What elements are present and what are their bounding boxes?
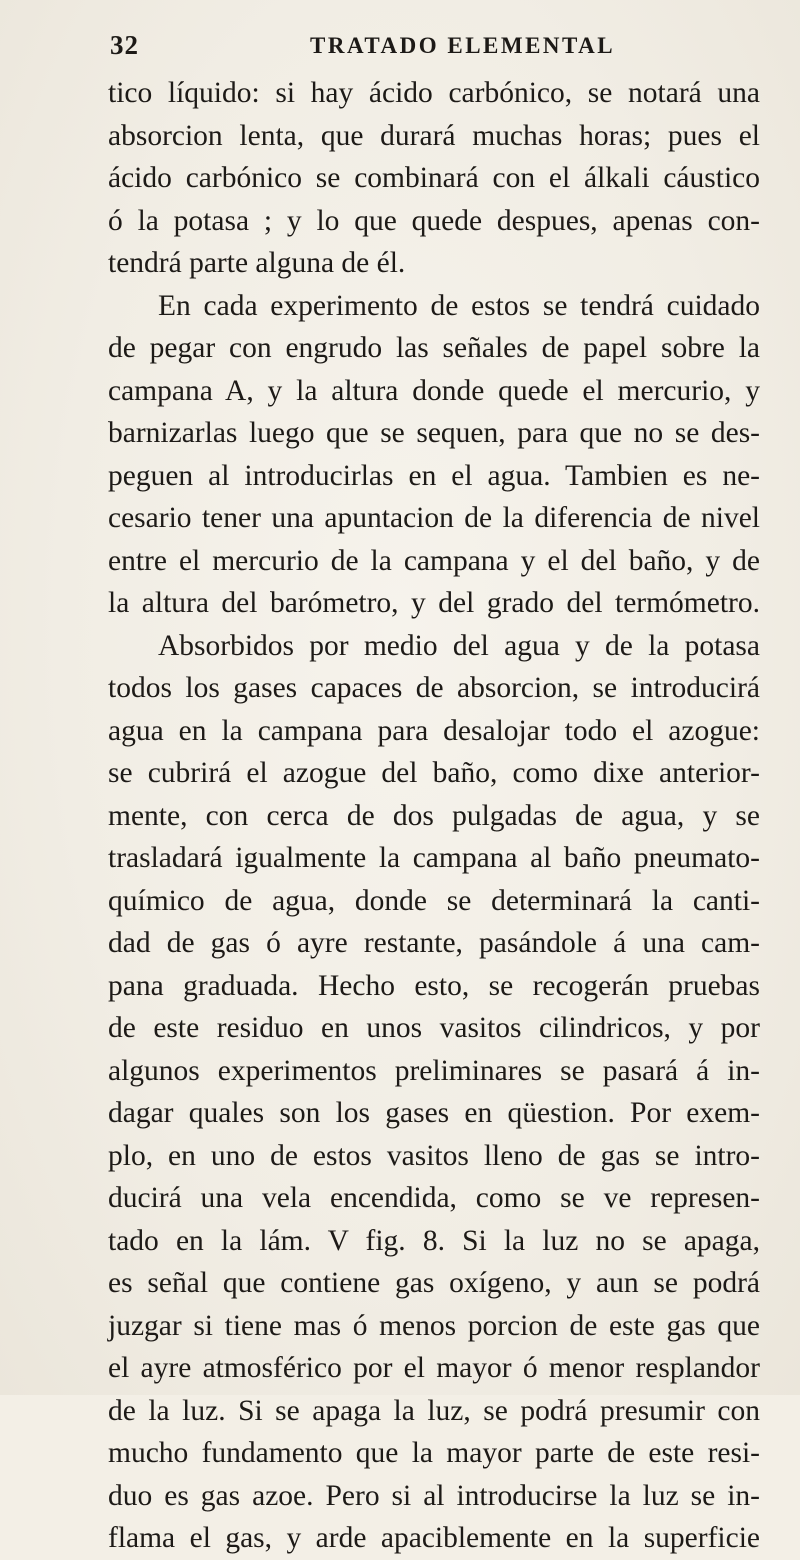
text-line: el ayre atmosférico por el mayor ó menor resplandor [108, 1352, 760, 1384]
text-line: duo es gas azoe. Pero si al introducirse la luz se in- [108, 1479, 760, 1512]
text-line: todos los gases capaces de absorcion, se introducirá [108, 672, 760, 704]
text-line: campana A, y la altura donde quede el mercurio, y [108, 374, 760, 407]
text-line: de este residuo en unos vasitos cilindricos, y por [108, 1012, 760, 1044]
text-line: algunos experimentos preliminares se pasará á in- [108, 1054, 760, 1087]
body-text [108, 72, 760, 1560]
text-line: ducirá una vela encendida, como se ve represen- [108, 1182, 760, 1214]
text-line: dagar quales son los gases en qüestion. Por exem- [108, 1097, 760, 1129]
text-line: mucho fundamento que la mayor parte de este resi- [108, 1437, 760, 1469]
text-line: ácido carbónico se combinará con el álkali cáustico [108, 162, 760, 194]
text-line: absorcion lenta, que durará muchas horas; pues el [108, 119, 760, 152]
text-line: peguen al introducirlas en el agua. Tambien es ne- [108, 459, 760, 492]
text-line: pana graduada. Hecho esto, se recogerán pruebas [108, 969, 760, 1002]
text-line: de la luz. Si se apaga la luz, se podrá presumir con [108, 1394, 760, 1427]
text-line: juzgar si tiene mas ó menos porcion de este gas que [108, 1309, 760, 1342]
text-line: se cubrirá el azogue del baño, como dixe anterior- [108, 757, 760, 789]
text-line: es señal que contiene gas oxígeno, y aun se podrá [108, 1267, 760, 1299]
text-line: plo, en uno de estos vasitos lleno de gas se intro- [108, 1139, 760, 1172]
text-line: ó la potasa ; y lo que quede despues, apenas con- [108, 204, 760, 237]
text-line: En cada experimento de estos se tendrá cuidado [158, 289, 760, 322]
text-line: tendrá parte alguna de él. [108, 247, 406, 279]
text-line: barnizarlas luego que se sequen, para que no se des- [108, 417, 760, 449]
text-line: agua en la campana para desalojar todo el azogue: [108, 714, 760, 747]
page-number: 32 [110, 30, 139, 60]
page-header [110, 30, 750, 64]
text-line: cesario tener una apuntacion de la diferencia de nivel [108, 502, 760, 534]
text-line: flama el gas, y arde apaciblemente en la superficie [108, 1522, 760, 1554]
text-line: trasladará igualmente la campana al baño pneumato- [108, 842, 760, 874]
text-line: químico de agua, donde se determinará la canti- [108, 884, 760, 917]
text-line: entre el mercurio de la campana y el del baño, y de [108, 544, 760, 577]
text-line: la altura del barómetro, y del grado del termómetro. [108, 587, 760, 619]
text-line: tico líquido: si hay ácido carbónico, se notará una [108, 77, 760, 109]
text-line: mente, con cerca de dos pulgadas de agua, y se [108, 799, 760, 832]
text-line: de pegar con engrudo las señales de papel sobre la [108, 332, 760, 364]
text-line: Absorbidos por medio del agua y de la potasa [158, 629, 760, 662]
text-line: dad de gas ó ayre restante, pasándole á una cam- [108, 927, 760, 959]
running-head: TRATADO ELEMENTAL [310, 33, 616, 58]
text-line: tado en la lám. V fig. 8. Si la luz no se apaga, [108, 1224, 760, 1257]
